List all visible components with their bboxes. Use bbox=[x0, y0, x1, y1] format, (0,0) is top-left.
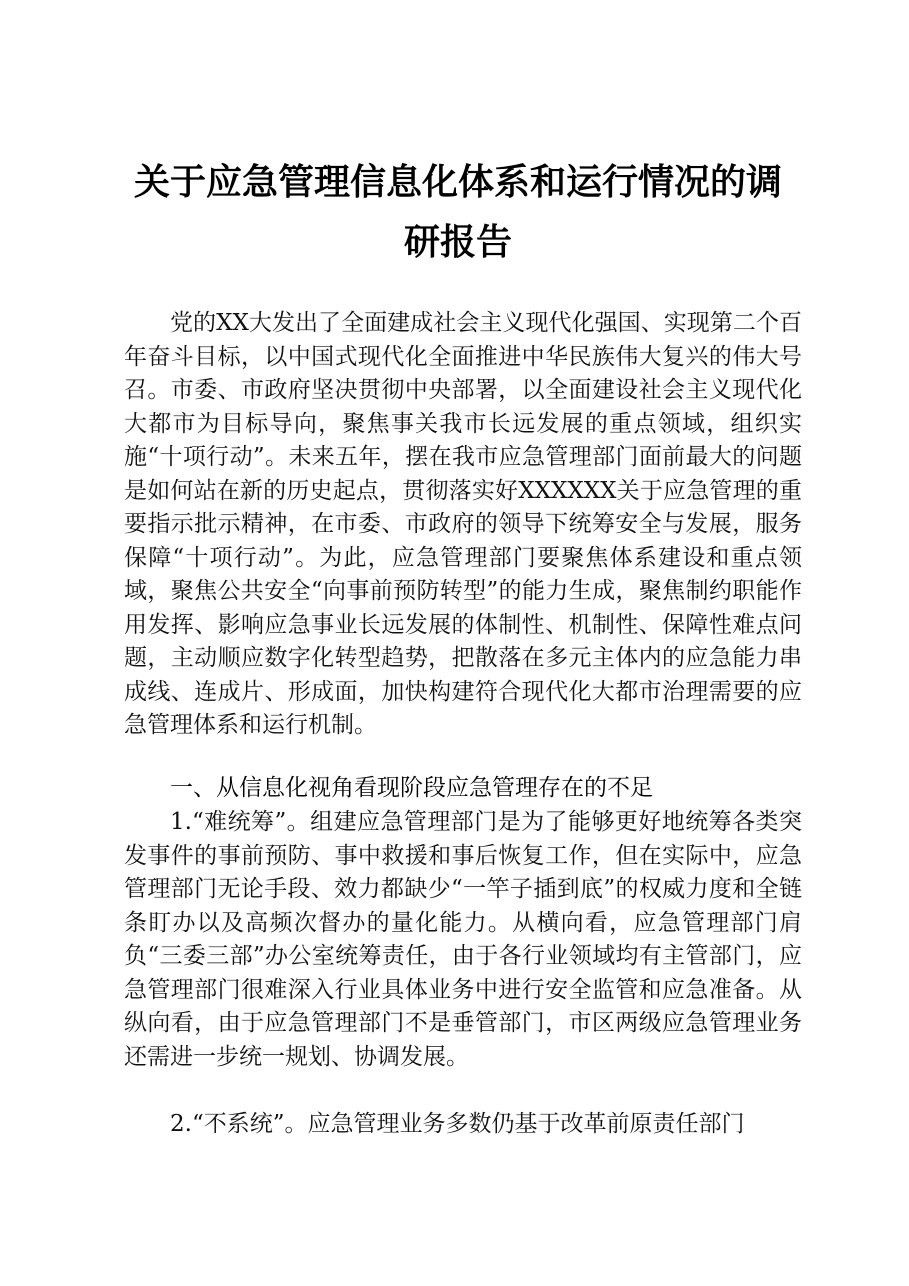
section-paragraph-2: 2.“不系统”。应急管理业务多数仍基于改革前原责任部门 bbox=[170, 1111, 745, 1137]
section-heading: 一、从信息化视角看现阶段应急管理存在的不足 bbox=[170, 775, 653, 801]
section-paragraph-1: 1.“难统筹”。组建应急管理部门是为了能够更好地统筹各类突发事件的事前预防、事中救援和事后恢复工作，但在实际中，应急管理部门无论手段、效力都缺少“一竿子插到底”的权威力度和全链条盯办以及高频次督办的量化能力。从横向看，应急管理部门肩负“三委三部”办公室统筹责任，由于各行业领域均有主管部门，应急管理部门很难深入行业具体业务中进行安全监管和应急准备。从纵向看，由于应急管理部门不是垂管部门，市区两级应急管理业务还需进一步统一规划、协调发展。 bbox=[124, 809, 802, 1070]
intro-paragraph: 党的XX大发出了全面建成社会主义现代化强国、实现第二个百年奋斗目标，以中国式现代化全面推进中华民族伟大复兴的伟大号召。市委、市政府坚决贯彻中央部署，以全面建设社会主义现代化大都市为目标导向，聚焦事关我市长远发展的重点领域，组织实施“十项行动”。未来五年，摆在我市应急管理部门面前最大的问题是如何站在新的历史起点，贯彻落实好XXXXXX关于应急管理的重要指示批示精神，在市委、市政府的领导下统筹安全与发展，服务保障“十项行动”。为此，应急管理部门要聚焦体系建设和重点领域，聚焦公共安全“向事前预防转型”的能力生成，聚焦制约职能作用发挥、影响应急事业长远发展的体制性、机制性、保障性难点问题，主动顺应数字化转型趋势，把散落在多元主体内的应急能力串成线、连成片、形成面，加快构建符合现代化大都市治理需要的应急管理体系和运行机制。 bbox=[124, 310, 802, 738]
document-title: 关于应急管理信息化体系和运行情况的调研报告 bbox=[133, 161, 782, 263]
